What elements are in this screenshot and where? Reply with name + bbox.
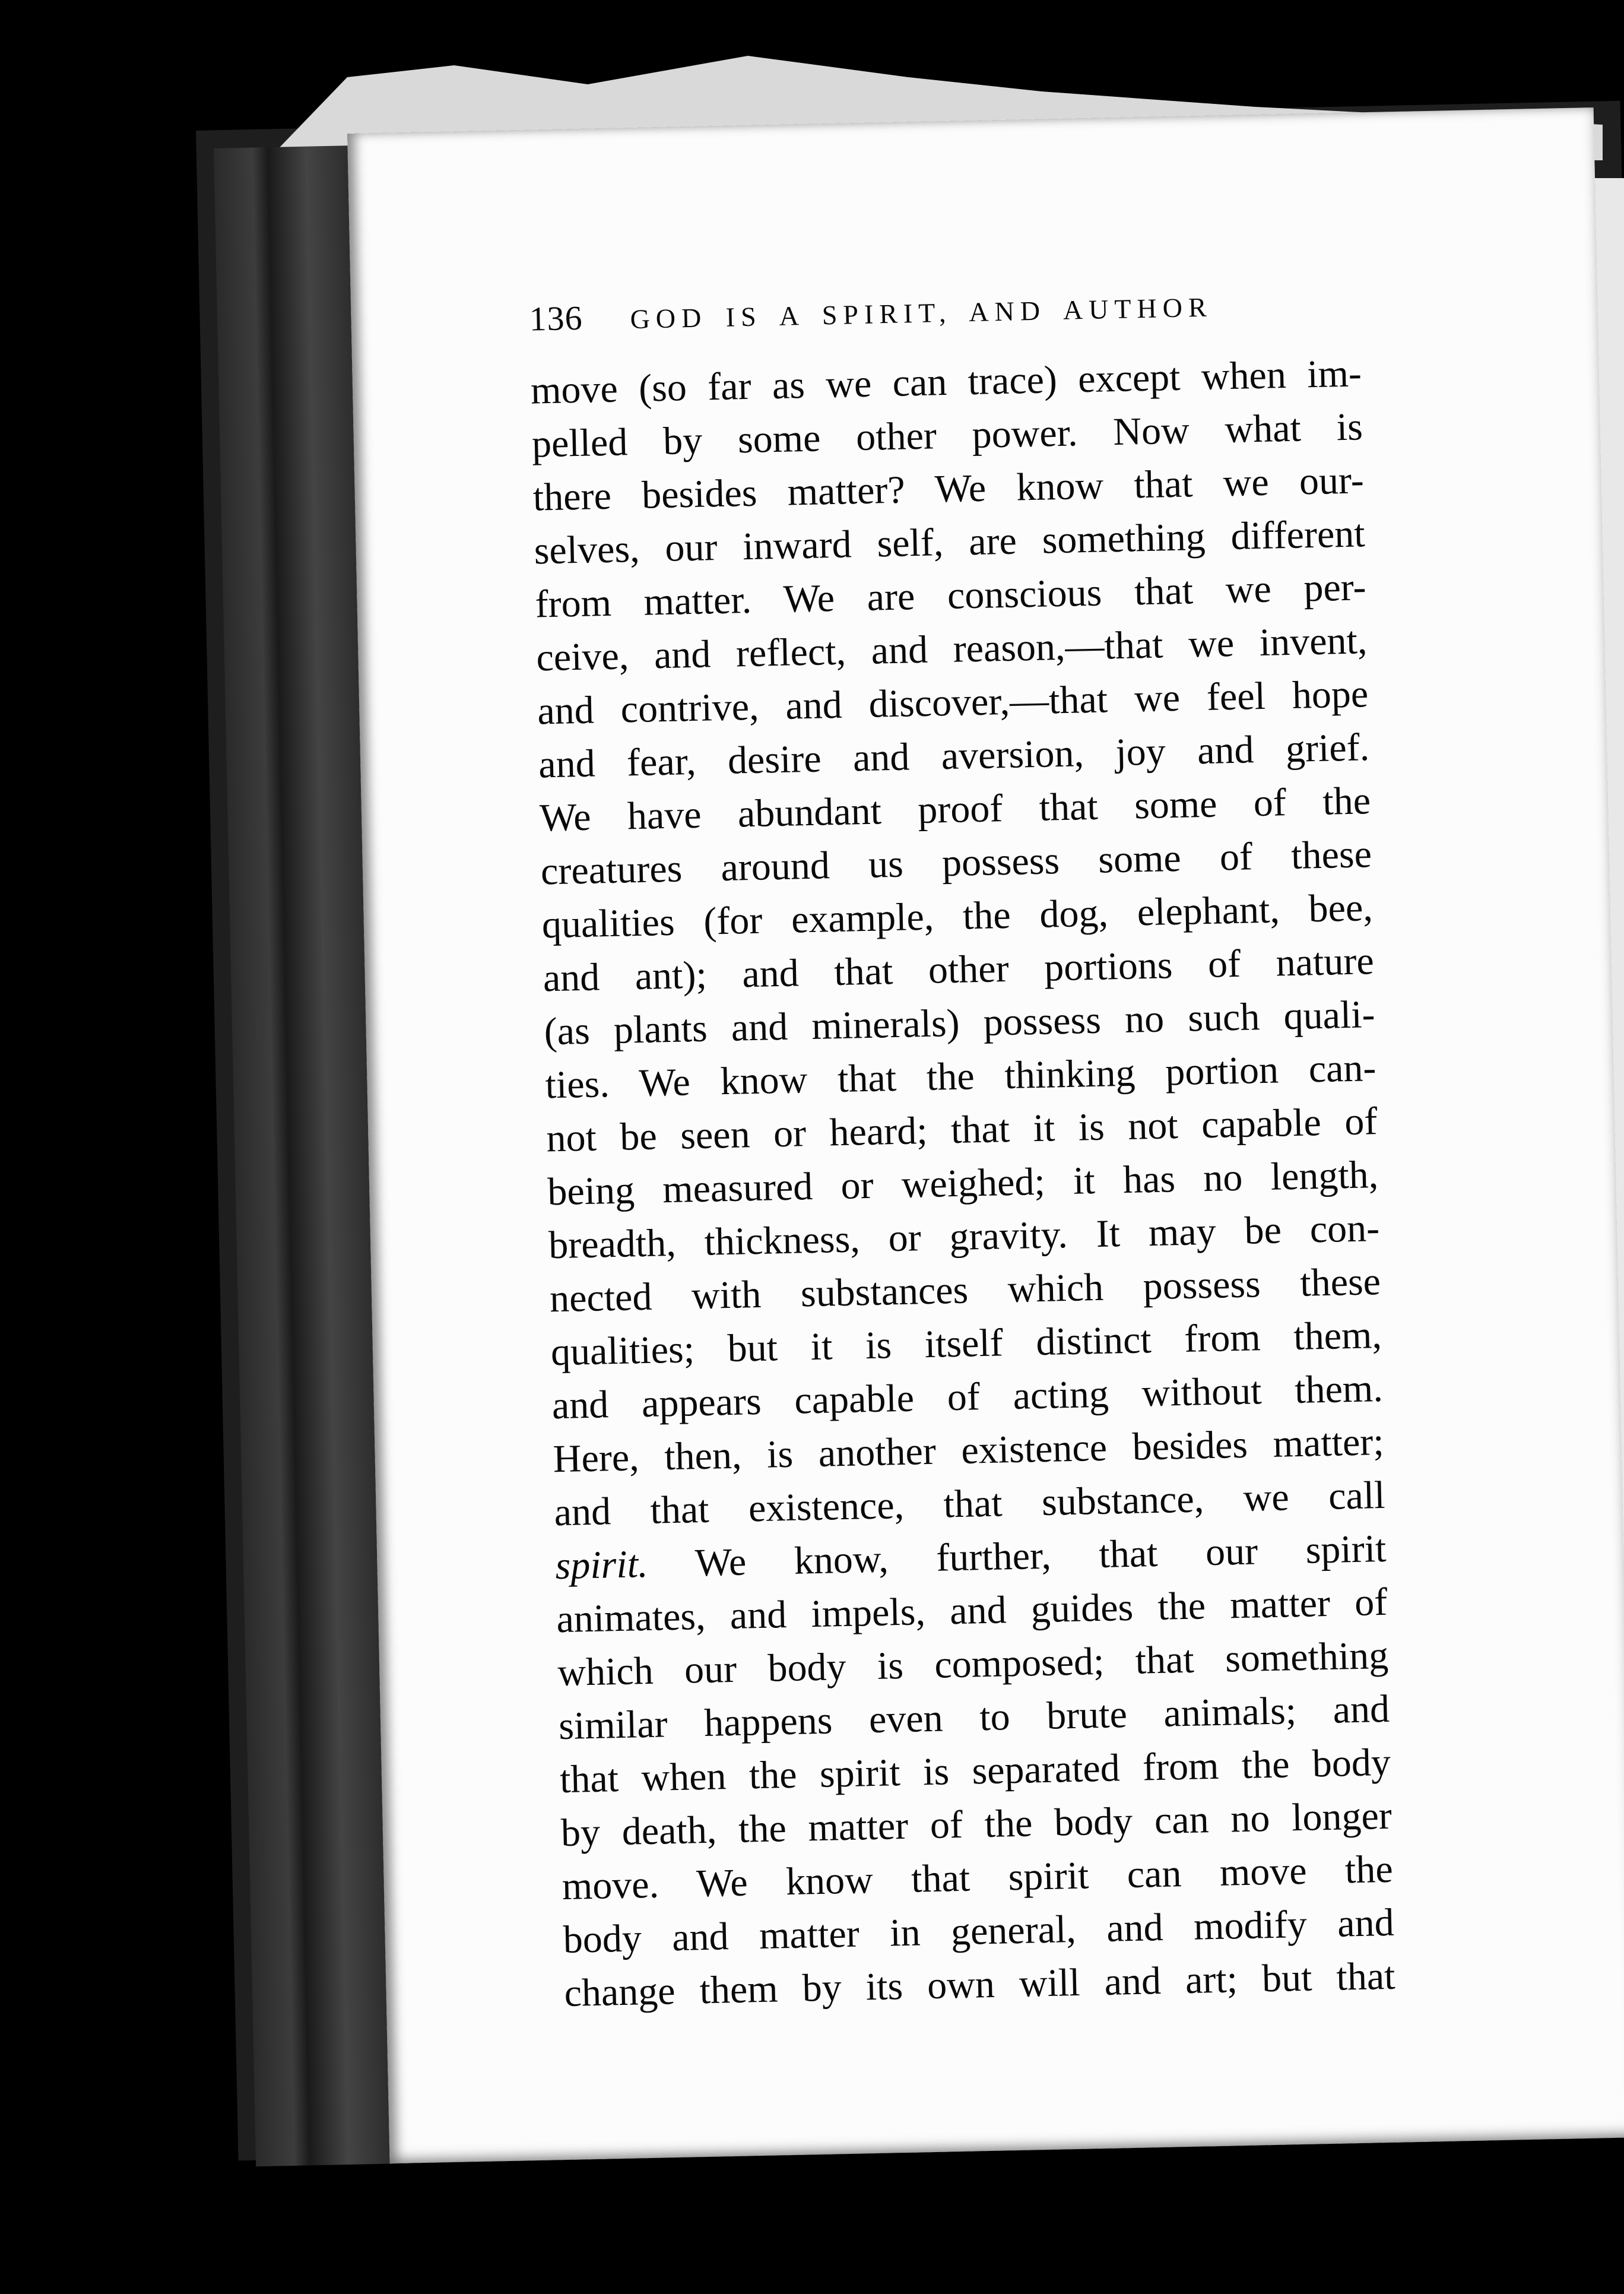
text-line: selves, our inward self, are something different <box>534 512 1366 573</box>
page-content <box>529 281 1395 2020</box>
text-line: body and matter in general, and modify and <box>563 1900 1395 1962</box>
text-line: ties. We know that the thinking portion can- <box>544 1046 1377 1107</box>
text-line: and fear, desire and aversion, joy and grief. <box>538 725 1370 787</box>
text-line: animates, and impels, and guides the matter of <box>556 1580 1388 1642</box>
text-line: which our body is composed; that something <box>557 1633 1389 1695</box>
text-line: (as plants and minerals) possess no such quali- <box>543 993 1376 1054</box>
text-line: move (so far as we can trace) except when im- <box>530 351 1362 413</box>
text-line: that when the spirit is separated from the body <box>559 1740 1391 1802</box>
text-line: similar happens even to brute animals; and <box>558 1687 1390 1748</box>
text-line: creatures around us possess some of these <box>540 832 1372 893</box>
text-line: nected with substances which possess these <box>549 1259 1381 1321</box>
text-line: from matter. We are conscious that we per- <box>534 565 1367 626</box>
text-line: pelled by some other power. Now what is <box>531 405 1363 466</box>
line-remainder: We know, further, that our spirit <box>647 1526 1387 1586</box>
text-line: Here, then, is another existence besides matter; <box>553 1420 1385 1481</box>
text-line: We have abundant proof that some of the <box>539 779 1371 840</box>
text-line: and ant); and that other portions of nature <box>543 939 1375 1000</box>
text-line: not be seen or heard; that it is not capable of <box>545 1100 1378 1161</box>
text-line: and appears capable of acting without them. <box>551 1366 1384 1428</box>
text-line: move. We know that spirit can move the <box>562 1847 1394 1909</box>
text-line: by death, the matter of the body can no longer <box>560 1794 1393 1855</box>
text-line: qualities; but it is itself distinct from them, <box>550 1313 1382 1374</box>
text-line: ceive, and reflect, and reason,—that we invent, <box>535 619 1368 680</box>
text-line: there besides matter? We know that we our- <box>532 458 1365 519</box>
book-page <box>347 107 1624 2163</box>
body-text <box>530 347 1395 2020</box>
page-number: 136 <box>528 298 583 338</box>
italic-word: spirit. <box>554 1542 649 1588</box>
text-line: qualities (for example, the dog, elephant, bee, <box>541 886 1374 947</box>
running-head <box>529 281 1360 340</box>
running-title: GOD IS A SPIRIT, AND AUTHOR <box>630 291 1213 335</box>
text-line: change them by its own will and art; but that <box>563 1954 1396 2016</box>
text-line: and contrive, and discover,—that we feel hope <box>537 672 1369 733</box>
text-line: breadth, thickness, or gravity. It may be con- <box>548 1206 1380 1268</box>
text-line: being measured or weighed; it has no length, <box>547 1153 1379 1214</box>
text-line: and that existence, that substance, we call <box>553 1473 1386 1535</box>
